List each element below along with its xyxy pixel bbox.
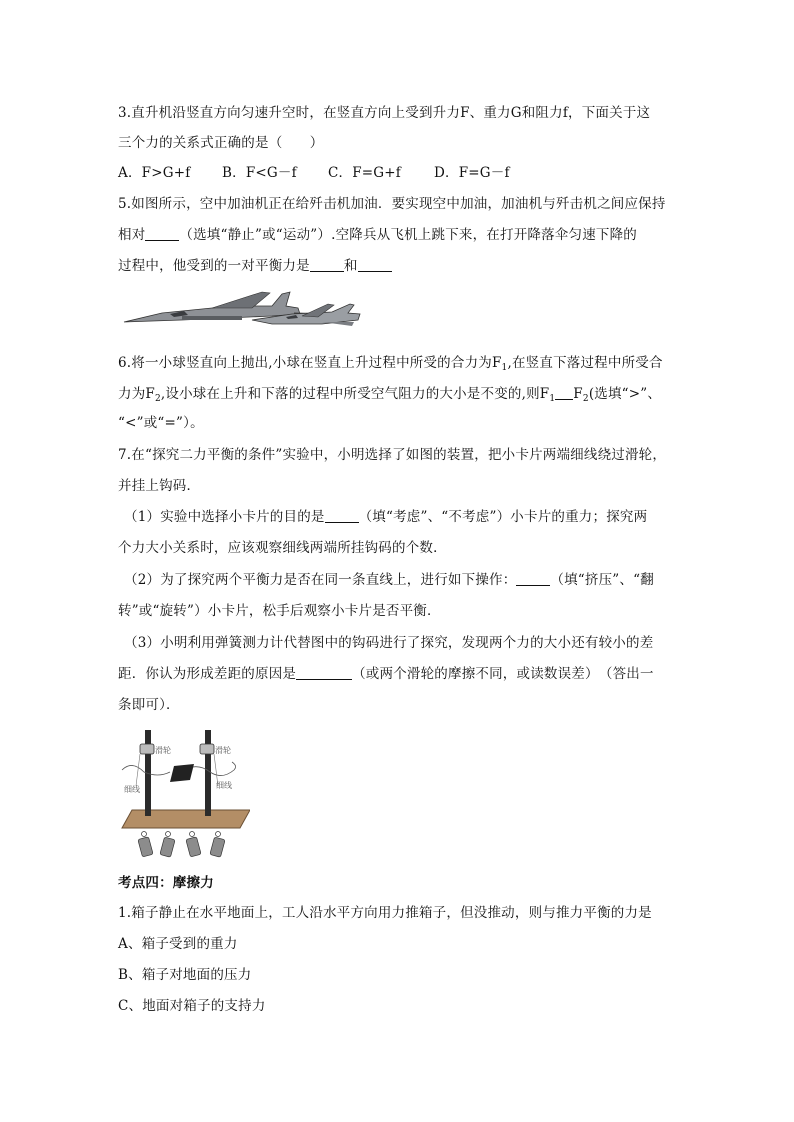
label-string-right: 细线 <box>216 781 232 790</box>
q7-line2: 并挂上钩码． <box>118 478 201 494</box>
q3-options <box>118 164 510 182</box>
q7-part3-line3: 条即可）． <box>118 697 180 713</box>
q6-line2-mid: ,设小球在上升和下落的过程中所受空气阻力的大小是不变的,则F <box>160 386 550 402</box>
q6-sub-f2b: 2 <box>582 394 589 404</box>
section4-option-c: C、地面对箱子的支持力 <box>118 998 266 1014</box>
q5-line3 <box>118 257 392 275</box>
q7-blank-2 <box>516 572 550 586</box>
q7-p2-rest: （填“挤压”、“翻 <box>550 572 654 588</box>
q7-part3-line1: （3）小明利用弹簧测力计代替图中的钩码进行了探究，发现两个力的大小还有较小的差 <box>124 635 654 651</box>
q6-blank <box>555 386 573 400</box>
q3-option-c: C．F=G+f <box>328 165 402 181</box>
refueling-aircraft-image <box>122 286 362 330</box>
q6-line1-start: 6.将一小球竖直向上抛出,小球在竖直上升过程中所受的合力为F <box>118 355 502 371</box>
q7-p1-rest: （填“考虑”、“不考虑”）小卡片的重力；探究两 <box>358 509 648 525</box>
q7-p1-start: （1）实验中选择小卡片的目的是 <box>124 509 325 525</box>
q5-blank-3 <box>358 258 392 272</box>
q7-part2-line1 <box>124 571 654 589</box>
label-string-left: 细线 <box>124 785 140 794</box>
q6-line3: “<”或“=”）。 <box>118 415 204 431</box>
label-pulley-left: 滑轮 <box>155 746 171 755</box>
q7-line1: 7.在“探究二力平衡的条件”实验中，小明选择了如图的装置，把小卡片两端细线绕过滑轮， <box>118 447 667 463</box>
q5-blank-1 <box>145 227 179 241</box>
q7-blank-1 <box>325 509 359 523</box>
q5-line3-and: 和 <box>343 258 358 274</box>
q3-line2: 三个力的关系式正确的是（ ） <box>118 135 324 151</box>
q6-line2-f: F <box>573 386 583 402</box>
q7-part2-line2: 转”或“旋转”）小卡片，松手后观察小卡片是否平衡． <box>118 603 441 619</box>
q3-option-a: A．F>G+f <box>118 165 191 181</box>
q7-part3-line2 <box>118 665 654 683</box>
q3-option-b: B．F<G－f <box>222 165 297 181</box>
q7-part1-line1 <box>124 508 647 526</box>
q7-blank-3 <box>296 666 352 680</box>
q5-line2-start: 相对 <box>118 227 146 243</box>
q7-p3-rest: （或两个滑轮的摩擦不同，或读数误差） （答出一 <box>352 666 654 682</box>
section4-q1: 1.箱子静止在水平地面上，工人沿水平方向用力推箱子，但没推动，则与推力平衡的力是 <box>118 905 652 921</box>
q6-line1 <box>118 354 663 372</box>
q5-blank-2 <box>310 258 344 272</box>
section4-title: 考点四：摩擦力 <box>118 875 214 891</box>
q6-line2-end: (选填“>”、 <box>588 386 662 402</box>
q5-line3-start: 过程中，他受到的一对平衡力是 <box>118 258 310 274</box>
q7-part1-line2: 个力大小关系时，应该观察细线两端所挂钩码的个数． <box>118 540 447 556</box>
q5-line2 <box>118 226 637 244</box>
q5-line1: 5.如图所示，空中加油机正在给歼击机加油．要实现空中加油，加油机与歼击机之间应保持 <box>118 196 666 212</box>
q7-p2-start: （2）为了探究两个平衡力是否在同一条直线上，进行如下操作： <box>124 572 517 588</box>
section4-option-b: B、箱子对地面的压力 <box>118 967 252 983</box>
q6-sub-f1: 1 <box>501 363 508 373</box>
label-pulley-right: 滑轮 <box>215 746 231 755</box>
q3-line1: 3.直升机沿竖直方向匀速升空时，在竖直方向上受到升力F、重力G和阻力f，下面关于这 <box>118 105 651 121</box>
q6-line2 <box>118 385 661 403</box>
q6-line2-start: 力为F <box>118 386 155 402</box>
q6-sub-f1b: 1 <box>549 394 556 404</box>
q5-line2-rest: （选填“静止”或“运动”）.空降兵从飞机上跳下来，在打开降落伞匀速下降的 <box>179 227 638 243</box>
section4-option-a: A、箱子受到的重力 <box>118 936 238 952</box>
q6-sub-f2: 2 <box>154 394 161 404</box>
q7-p3-start: 距．你认为形成差距的原因是 <box>118 666 297 682</box>
q3-option-d: D．F=G－f <box>434 165 510 181</box>
q6-line1-end: ,在竖直下落过程中所受合 <box>507 355 663 371</box>
balance-apparatus-image <box>118 726 250 862</box>
